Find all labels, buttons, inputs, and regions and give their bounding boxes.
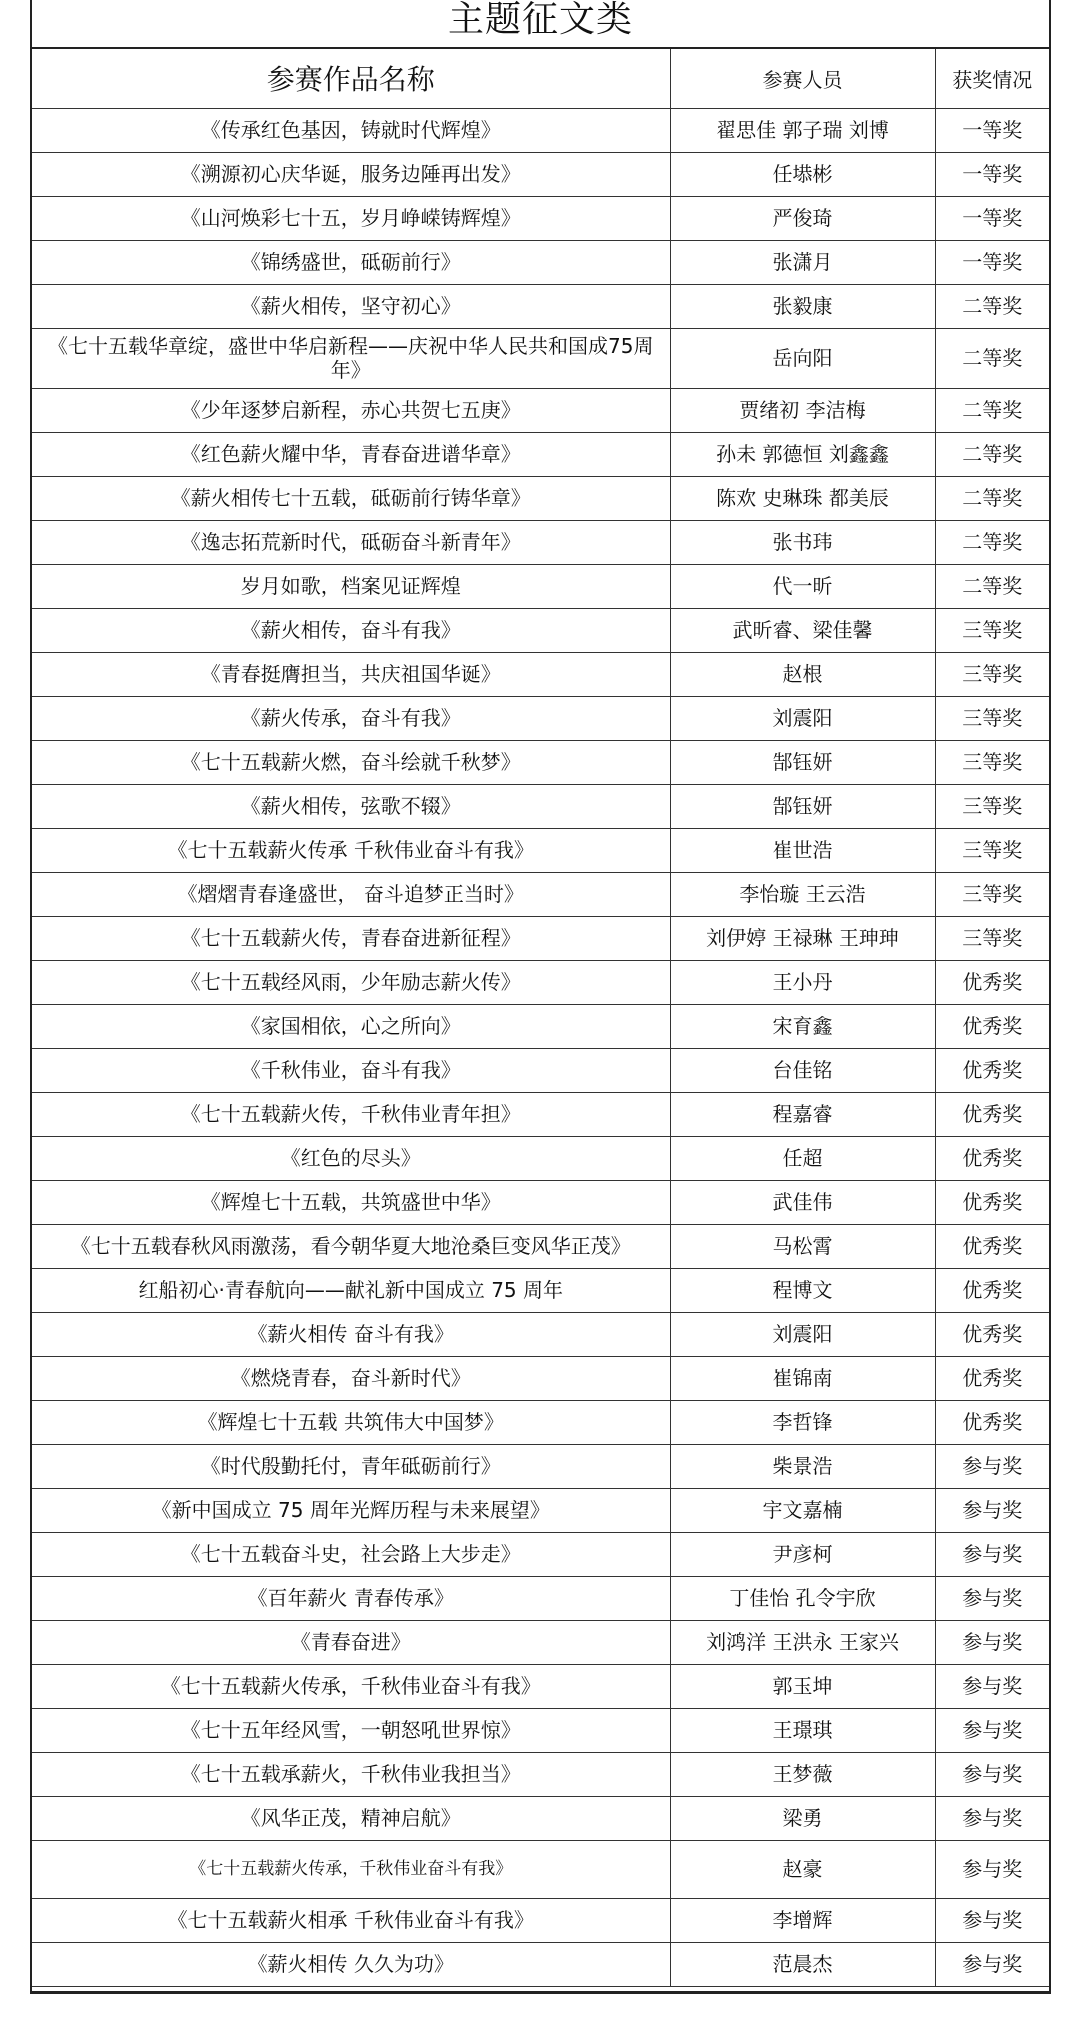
participants-cell: 赵根 [670, 652, 935, 696]
participants-cell: 宇文嘉楠 [670, 1488, 935, 1532]
award-cell: 优秀奖 [935, 1180, 1049, 1224]
participants-cell: 李怡璇 王云浩 [670, 872, 935, 916]
table-row [32, 828, 1049, 872]
work-title-cell: 《熠熠青春逢盛世， 奋斗追梦正当时》 [32, 872, 670, 916]
participants-cell: 郜钰妍 [670, 740, 935, 784]
participants-cell: 翟思佳 郭子瑞 刘博 [670, 108, 935, 152]
award-cell: 一等奖 [935, 152, 1049, 196]
work-title-cell: 《青春奋进》 [32, 1620, 670, 1664]
work-title-cell: 《七十五载薪火传承，千秋伟业奋斗有我》 [32, 1840, 670, 1898]
award-cell: 三等奖 [935, 828, 1049, 872]
award-cell: 参与奖 [935, 1752, 1049, 1796]
award-cell: 参与奖 [935, 1840, 1049, 1898]
table-row [32, 1576, 1049, 1620]
award-cell: 参与奖 [935, 1488, 1049, 1532]
work-title-cell: 《百年薪火 青春传承》 [32, 1576, 670, 1620]
table-row [32, 872, 1049, 916]
award-cell: 二等奖 [935, 284, 1049, 328]
participants-cell: 武昕睿、梁佳馨 [670, 608, 935, 652]
award-cell: 参与奖 [935, 1708, 1049, 1752]
award-cell: 参与奖 [935, 1532, 1049, 1576]
award-cell: 优秀奖 [935, 1356, 1049, 1400]
participants-cell: 贾绪初 李洁梅 [670, 388, 935, 432]
participants-cell: 刘鸿洋 王洪永 王家兴 [670, 1620, 935, 1664]
table-row [32, 432, 1049, 476]
table-row [32, 476, 1049, 520]
award-cell: 二等奖 [935, 476, 1049, 520]
award-cell: 优秀奖 [935, 1092, 1049, 1136]
award-cell: 一等奖 [935, 196, 1049, 240]
participants-cell: 柴景浩 [670, 1444, 935, 1488]
table-row [32, 564, 1049, 608]
award-cell: 三等奖 [935, 608, 1049, 652]
participants-cell: 尹彦柯 [670, 1532, 935, 1576]
header-participants: 参赛人员 [670, 49, 935, 108]
participants-cell: 张潇月 [670, 240, 935, 284]
participants-cell: 郭玉坤 [670, 1664, 935, 1708]
participants-cell: 岳向阳 [670, 328, 935, 388]
award-cell: 参与奖 [935, 1898, 1049, 1942]
participants-cell: 王小丹 [670, 960, 935, 1004]
participants-cell: 宋育鑫 [670, 1004, 935, 1048]
award-cell: 优秀奖 [935, 1136, 1049, 1180]
table-row [32, 1268, 1049, 1312]
participants-cell: 代一昕 [670, 564, 935, 608]
award-sheet [30, 0, 1051, 1994]
work-title-cell: 《少年逐梦启新程，赤心共贺七五庚》 [32, 388, 670, 432]
award-cell: 优秀奖 [935, 1268, 1049, 1312]
table-row [32, 152, 1049, 196]
work-title-cell: 《逸志拓荒新时代，砥砺奋斗新青年》 [32, 520, 670, 564]
participants-cell: 赵豪 [670, 1840, 935, 1898]
award-cell: 优秀奖 [935, 1004, 1049, 1048]
participants-cell: 李哲锋 [670, 1400, 935, 1444]
award-cell: 二等奖 [935, 564, 1049, 608]
participants-cell: 范晨杰 [670, 1942, 935, 1986]
award-cell: 参与奖 [935, 1942, 1049, 1986]
work-title-cell: 《薪火相传，奋斗有我》 [32, 608, 670, 652]
participants-cell: 张书玮 [670, 520, 935, 564]
work-title-cell: 《薪火相传 奋斗有我》 [32, 1312, 670, 1356]
award-cell: 参与奖 [935, 1796, 1049, 1840]
work-title-cell: 《新中国成立 75 周年光辉历程与未来展望》 [32, 1488, 670, 1532]
work-title-cell: 《山河焕彩七十五，岁月峥嵘铸辉煌》 [32, 196, 670, 240]
participants-cell: 梁勇 [670, 1796, 935, 1840]
award-cell: 一等奖 [935, 240, 1049, 284]
table-row [32, 1796, 1049, 1840]
table-row [32, 1444, 1049, 1488]
work-title-cell: 《溯源初心庆华诞，服务边陲再出发》 [32, 152, 670, 196]
participants-cell: 马松霄 [670, 1224, 935, 1268]
award-cell: 三等奖 [935, 652, 1049, 696]
award-rows [32, 108, 1049, 1986]
participants-cell: 崔锦南 [670, 1356, 935, 1400]
table-row [32, 328, 1049, 388]
table-row [32, 1048, 1049, 1092]
work-title-cell: 《七十五载薪火传承 千秋伟业奋斗有我》 [32, 828, 670, 872]
award-cell: 一等奖 [935, 108, 1049, 152]
header-award: 获奖情况 [935, 49, 1049, 108]
participants-cell: 刘震阳 [670, 696, 935, 740]
work-title-cell: 《传承红色基因，铸就时代辉煌》 [32, 108, 670, 152]
sheet-title: 主题征文类 [32, 0, 1049, 49]
table-row [32, 1620, 1049, 1664]
table-row [32, 1092, 1049, 1136]
participants-cell: 孙未 郭德恒 刘鑫鑫 [670, 432, 935, 476]
participants-cell: 张毅康 [670, 284, 935, 328]
table-row [32, 740, 1049, 784]
award-table [32, 49, 1049, 1987]
award-cell: 优秀奖 [935, 960, 1049, 1004]
award-cell: 优秀奖 [935, 1312, 1049, 1356]
work-title-cell: 《燃烧青春，奋斗新时代》 [32, 1356, 670, 1400]
award-cell: 二等奖 [935, 388, 1049, 432]
table-row [32, 1004, 1049, 1048]
work-title-cell: 《青春挺膺担当，共庆祖国华诞》 [32, 652, 670, 696]
participants-cell: 武佳伟 [670, 1180, 935, 1224]
work-title-cell: 《辉煌七十五载，共筑盛世中华》 [32, 1180, 670, 1224]
work-title-cell: 《七十五载薪火相承 千秋伟业奋斗有我》 [32, 1898, 670, 1942]
table-row [32, 1312, 1049, 1356]
award-cell: 三等奖 [935, 740, 1049, 784]
work-title-cell: 《薪火相传 久久为功》 [32, 1942, 670, 1986]
work-title-cell: 《七十五载承薪火，千秋伟业我担当》 [32, 1752, 670, 1796]
award-cell: 二等奖 [935, 432, 1049, 476]
participants-cell: 程博文 [670, 1268, 935, 1312]
work-title-cell: 《七十五年经风雪，一朝怒吼世界惊》 [32, 1708, 670, 1752]
work-title-cell: 《红色的尽头》 [32, 1136, 670, 1180]
table-row [32, 916, 1049, 960]
award-cell: 参与奖 [935, 1444, 1049, 1488]
table-row [32, 1708, 1049, 1752]
participants-cell: 严俊琦 [670, 196, 935, 240]
table-row [32, 1532, 1049, 1576]
participants-cell: 刘震阳 [670, 1312, 935, 1356]
table-row [32, 696, 1049, 740]
work-title-cell: 《千秋伟业，奋斗有我》 [32, 1048, 670, 1092]
participants-cell: 任塨彬 [670, 152, 935, 196]
participants-cell: 崔世浩 [670, 828, 935, 872]
table-row [32, 652, 1049, 696]
table-row [32, 284, 1049, 328]
work-title-cell: 《七十五载春秋风雨激荡，看今朝华夏大地沧桑巨变风华正茂》 [32, 1224, 670, 1268]
work-title-cell: 《红色薪火耀中华，青春奋进谱华章》 [32, 432, 670, 476]
award-cell: 三等奖 [935, 916, 1049, 960]
table-row [32, 1136, 1049, 1180]
table-row [32, 1752, 1049, 1796]
award-cell: 优秀奖 [935, 1400, 1049, 1444]
work-title-cell: 《七十五载薪火传，青春奋进新征程》 [32, 916, 670, 960]
participants-cell: 王璟琪 [670, 1708, 935, 1752]
award-cell: 二等奖 [935, 328, 1049, 388]
award-cell: 优秀奖 [935, 1048, 1049, 1092]
work-title-cell: 《七十五载经风雨，少年励志薪火传》 [32, 960, 670, 1004]
work-title-cell: 《薪火相传，弦歌不辍》 [32, 784, 670, 828]
work-title-cell: 《七十五载奋斗史，社会路上大步走》 [32, 1532, 670, 1576]
work-title-cell: 《时代殷勤托付，青年砥砺前行》 [32, 1444, 670, 1488]
work-title-cell: 《辉煌七十五载 共筑伟大中国梦》 [32, 1400, 670, 1444]
work-title-cell: 《家国相依，心之所向》 [32, 1004, 670, 1048]
table-row [32, 108, 1049, 152]
participants-cell: 任超 [670, 1136, 935, 1180]
work-title-cell: 《薪火相传七十五载，砥砺前行铸华章》 [32, 476, 670, 520]
table-row [32, 1356, 1049, 1400]
table-row [32, 1664, 1049, 1708]
work-title-cell: 《七十五载薪火传，千秋伟业青年担》 [32, 1092, 670, 1136]
work-title-cell: 《七十五载薪火燃，奋斗绘就千秋梦》 [32, 740, 670, 784]
participants-cell: 刘伊婷 王禄琳 王珅珅 [670, 916, 935, 960]
work-title-cell: 《锦绣盛世，砥砺前行》 [32, 240, 670, 284]
table-row [32, 520, 1049, 564]
work-title-cell: 《薪火传承，奋斗有我》 [32, 696, 670, 740]
award-cell: 三等奖 [935, 872, 1049, 916]
table-row [32, 960, 1049, 1004]
work-title-cell: 红船初心·青春航向——献礼新中国成立 75 周年 [32, 1268, 670, 1312]
table-row [32, 784, 1049, 828]
award-cell: 二等奖 [935, 520, 1049, 564]
table-row [32, 240, 1049, 284]
table-row [32, 1898, 1049, 1942]
participants-cell: 王梦薇 [670, 1752, 935, 1796]
participants-cell: 程嘉睿 [670, 1092, 935, 1136]
participants-cell: 郜钰妍 [670, 784, 935, 828]
table-row [32, 1400, 1049, 1444]
table-row [32, 1488, 1049, 1532]
award-cell: 参与奖 [935, 1576, 1049, 1620]
work-title-cell: 《七十五载华章绽，盛世中华启新程——庆祝中华人民共和国成75周年》 [32, 328, 670, 388]
work-title-cell: 岁月如歌，档案见证辉煌 [32, 564, 670, 608]
participants-cell: 丁佳怡 孔令宇欣 [670, 1576, 935, 1620]
table-row [32, 1224, 1049, 1268]
table-row [32, 196, 1049, 240]
table-row [32, 1942, 1049, 1986]
header-work-title: 参赛作品名称 [32, 49, 670, 108]
table-row [32, 1180, 1049, 1224]
award-cell: 三等奖 [935, 696, 1049, 740]
table-row [32, 388, 1049, 432]
participants-cell: 台佳铭 [670, 1048, 935, 1092]
award-cell: 参与奖 [935, 1620, 1049, 1664]
participants-cell: 陈欢 史琳珠 都美辰 [670, 476, 935, 520]
table-row [32, 608, 1049, 652]
award-cell: 优秀奖 [935, 1224, 1049, 1268]
header-row [32, 49, 1049, 108]
table-row [32, 1840, 1049, 1898]
work-title-cell: 《七十五载薪火传承，千秋伟业奋斗有我》 [32, 1664, 670, 1708]
work-title-cell: 《薪火相传，坚守初心》 [32, 284, 670, 328]
work-title-cell: 《风华正茂，精神启航》 [32, 1796, 670, 1840]
participants-cell: 李增辉 [670, 1898, 935, 1942]
award-cell: 参与奖 [935, 1664, 1049, 1708]
award-cell: 三等奖 [935, 784, 1049, 828]
